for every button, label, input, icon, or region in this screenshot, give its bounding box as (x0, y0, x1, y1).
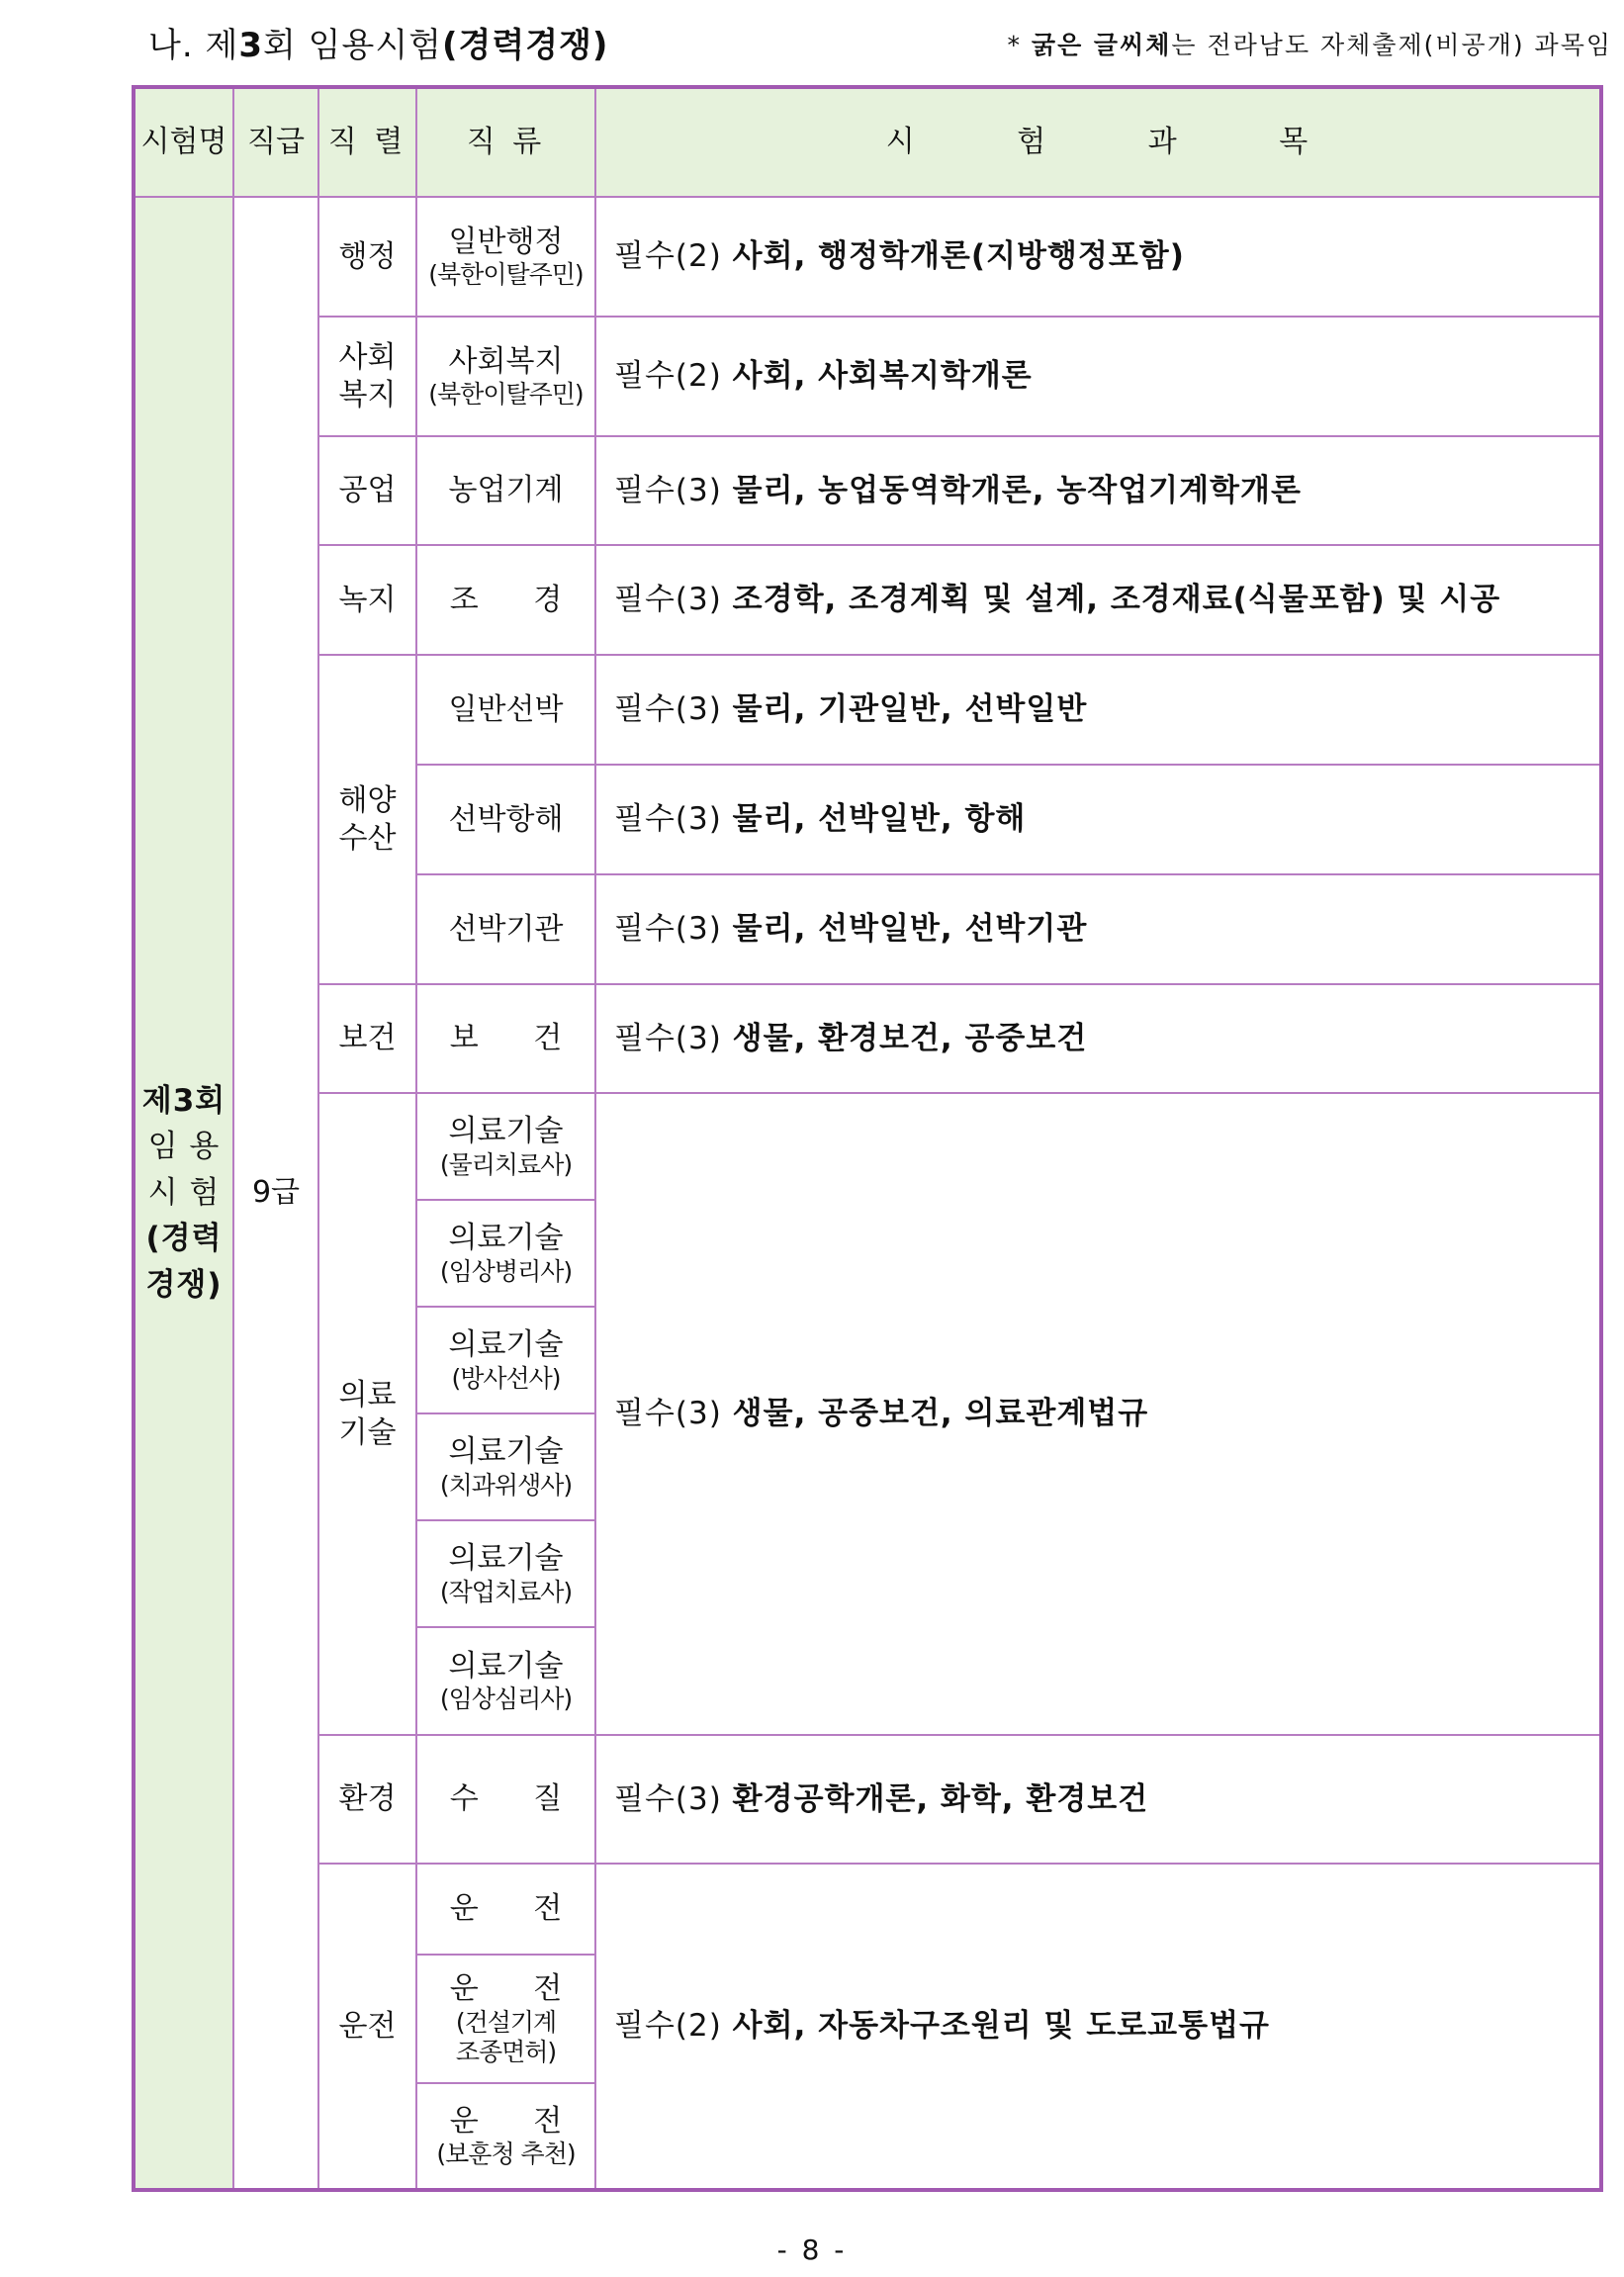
section-title-prefix: 나. 제 (148, 26, 239, 65)
series-line: 사회 (338, 340, 397, 375)
table-row (134, 1735, 1601, 1864)
subjects-health (595, 984, 1601, 1093)
subjects-required-count: 필수(3) (614, 1396, 722, 1432)
class-note: (건설기계 (455, 2007, 557, 2037)
series-driving: 운전 (318, 1864, 416, 2190)
subjects-text: 물리, 선박일반, 선박기관 (732, 911, 1088, 948)
class-note: (북한이탈주민) (428, 380, 584, 410)
note-bold: 굵은 글씨체 (1031, 31, 1172, 59)
exam-name-line: 제3회 (141, 1082, 226, 1119)
series-industry: 공업 (318, 436, 416, 545)
class-drive-2 (416, 1955, 595, 2083)
table-row (134, 197, 1601, 317)
class-note: (작업치료사) (439, 1577, 573, 1606)
subjects-required-count: 필수(3) (614, 1780, 722, 1817)
class-name: 일반행정 (448, 224, 564, 259)
table-header-row (134, 87, 1601, 197)
subjects-ship-nav (595, 765, 1601, 874)
exam-name-cell (134, 197, 233, 2190)
exam-name-line: 임 용 (147, 1129, 221, 1165)
class-note: (방사선사) (451, 1363, 561, 1393)
subjects-medtech (595, 1093, 1601, 1735)
class-health: 보 건 (416, 984, 595, 1093)
col-header-grade: 직급 (233, 87, 318, 197)
class-name: 의료기술 (448, 1221, 564, 1256)
subjects-text: 물리, 기관일반, 선박일반 (732, 691, 1088, 728)
class-drive-3 (416, 2083, 595, 2190)
subjects-required-count: 필수(3) (614, 582, 722, 618)
section-title (148, 18, 608, 66)
class-name: 의료기술 (448, 1434, 564, 1470)
class-name: 운 전 (449, 1971, 563, 2007)
class-name: 의료기술 (448, 1114, 564, 1149)
series-line: 해양 (338, 783, 397, 818)
subjects-text: 조경학, 조경계획 및 설계, 조경재료(식물포함) 및 시공 (732, 582, 1501, 618)
exam-subjects-table (132, 85, 1603, 2192)
subjects-required-count: 필수(3) (614, 691, 722, 728)
class-note: (임상심리사) (439, 1685, 573, 1714)
class-water: 수 질 (416, 1735, 595, 1864)
subjects-text: 생물, 공중보건, 의료관계법규 (732, 1396, 1149, 1432)
class-admin (416, 197, 595, 317)
exam-name-line: 시 험 (147, 1174, 221, 1211)
subjects-welfare (595, 317, 1601, 436)
subjects-agri-machine (595, 436, 1601, 545)
subjects-text: 사회, 자동차구조원리 및 도로교통법규 (732, 2008, 1270, 2045)
class-name: 사회복지 (448, 343, 564, 379)
series-line: 복지 (338, 377, 397, 412)
note-star: * (1007, 31, 1032, 59)
page-header (148, 10, 1612, 69)
series-line: 수산 (338, 820, 397, 856)
class-drive-1: 운 전 (416, 1864, 595, 1955)
class-welfare (416, 317, 595, 436)
section-title-mid: 회 임용시험 (262, 26, 443, 65)
subjects-water (595, 1735, 1601, 1864)
subjects-required-count: 필수(2) (614, 358, 722, 395)
col-header-subjects: 시 험 과 목 (595, 87, 1601, 197)
table-row (134, 436, 1601, 545)
subjects-required-count: 필수(3) (614, 801, 722, 838)
series-marine (318, 655, 416, 984)
class-ship-nav: 선박항해 (416, 765, 595, 874)
section-title-number: 3 (238, 26, 263, 65)
subjects-text: 사회, 행정학개론(지방행정포함) (732, 238, 1185, 275)
subjects-required-count: 필수(3) (614, 1020, 722, 1056)
exam-name-line: 경쟁) (145, 1266, 223, 1303)
class-note: (보훈청 추천) (436, 2140, 576, 2169)
series-welfare (318, 317, 416, 436)
subjects-required-count: 필수(2) (614, 2008, 722, 2045)
class-note: (임상병리사) (439, 1256, 573, 1286)
col-header-exam-name: 시험명 (134, 87, 233, 197)
note-rest: 는 전라남도 자체출제(비공개) 과목임 (1171, 31, 1612, 59)
series-env: 환경 (318, 1735, 416, 1864)
subjects-text: 물리, 선박일반, 항해 (732, 801, 1027, 838)
class-med-ot (416, 1520, 595, 1627)
col-header-class: 직 류 (416, 87, 595, 197)
grade-cell: 9급 (233, 197, 318, 2190)
class-note: (물리치료사) (439, 1149, 573, 1179)
subjects-ship-eng (595, 874, 1601, 984)
class-name: 운 전 (449, 2103, 563, 2139)
col-header-series: 직 렬 (318, 87, 416, 197)
series-medtech (318, 1093, 416, 1735)
class-med-psych (416, 1627, 595, 1735)
subjects-driving (595, 1864, 1601, 2190)
subjects-general-ship (595, 655, 1601, 765)
table-row (134, 317, 1601, 436)
table-row (134, 1093, 1601, 1200)
subjects-required-count: 필수(3) (614, 472, 722, 508)
header-note (1007, 26, 1612, 61)
subjects-landscape (595, 545, 1601, 655)
table-row (134, 545, 1601, 655)
class-name: 의료기술 (448, 1648, 564, 1684)
page-number: - 8 - (776, 2233, 848, 2266)
class-note: (치과위생사) (439, 1470, 573, 1500)
subjects-text: 사회, 사회복지학개론 (732, 358, 1033, 395)
exam-name (142, 1078, 226, 1309)
class-name: 의료기술 (448, 1541, 564, 1577)
class-name: 의료기술 (448, 1327, 564, 1363)
series-health: 보건 (318, 984, 416, 1093)
subjects-admin (595, 197, 1601, 317)
class-general-ship: 일반선박 (416, 655, 595, 765)
exam-name-line: (경력 (145, 1221, 223, 1257)
table-row (134, 655, 1601, 765)
subjects-text: 물리, 농업동역학개론, 농작업기계학개론 (732, 472, 1302, 508)
series-green: 녹지 (318, 545, 416, 655)
series-line: 기술 (338, 1414, 397, 1450)
class-med-clinical (416, 1200, 595, 1307)
table-row (134, 1864, 1601, 1955)
subjects-required-count: 필수(3) (614, 911, 722, 948)
series-admin: 행정 (318, 197, 416, 317)
class-med-physio (416, 1093, 595, 1200)
subjects-text: 환경공학개론, 화학, 환경보건 (732, 1780, 1149, 1817)
class-agri-machine: 농업기계 (416, 436, 595, 545)
class-landscape: 조 경 (416, 545, 595, 655)
series-line: 의료 (338, 1378, 397, 1412)
class-ship-eng: 선박기관 (416, 874, 595, 984)
class-med-radio (416, 1307, 595, 1413)
class-med-dental (416, 1413, 595, 1520)
table-row (134, 984, 1601, 1093)
section-title-bold: (경력경쟁) (442, 26, 609, 65)
subjects-required-count: 필수(2) (614, 238, 722, 275)
class-note: 조종면허) (455, 2037, 557, 2066)
class-note: (북한이탈주민) (428, 260, 584, 290)
subjects-text: 생물, 환경보건, 공중보건 (732, 1020, 1088, 1056)
